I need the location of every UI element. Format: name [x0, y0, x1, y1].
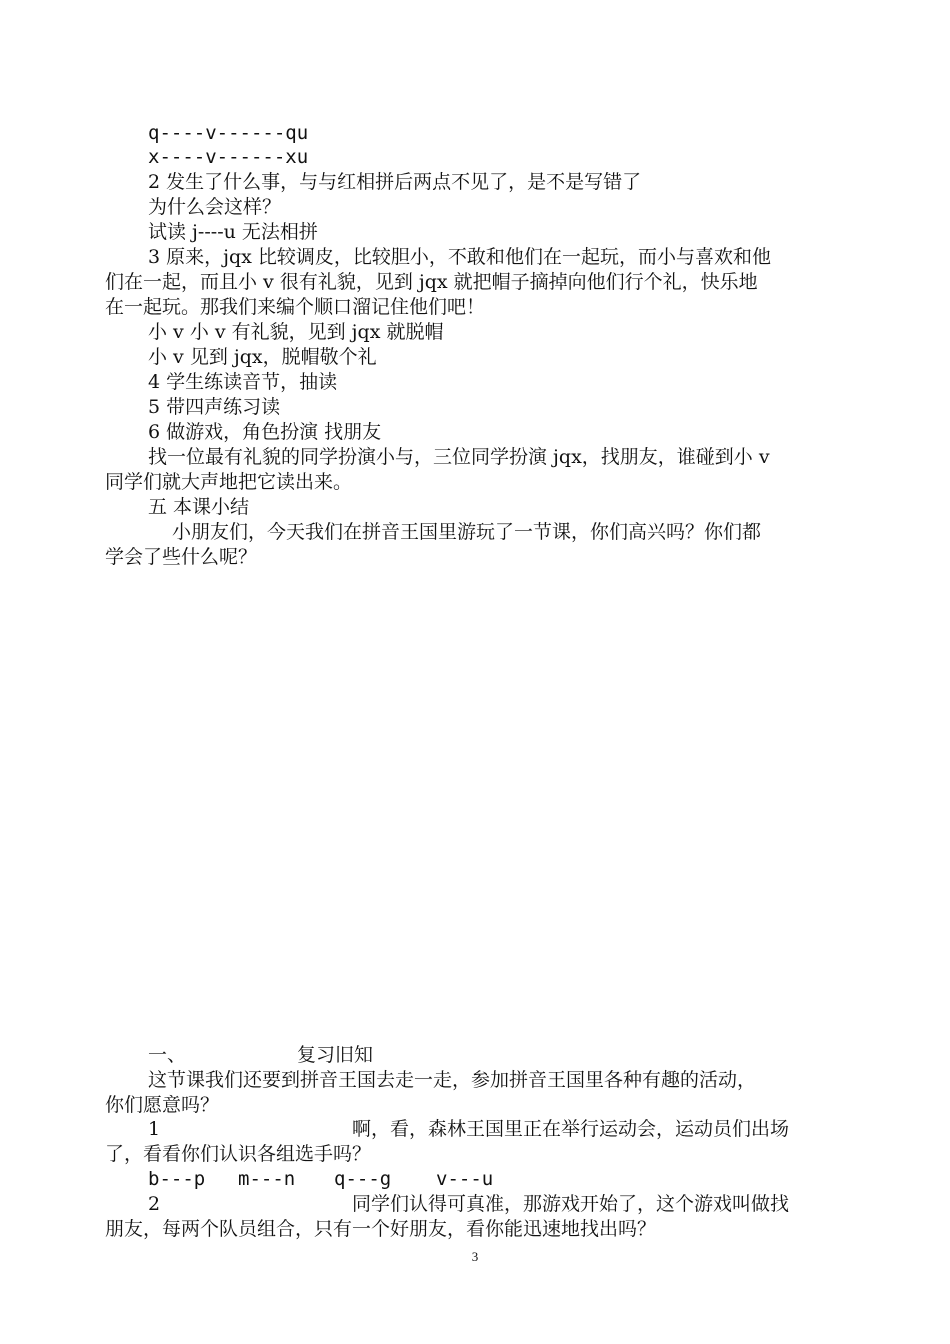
- letter-pair: m---n: [238, 1168, 296, 1190]
- text-line: 这节课我们还要到拼音王国去走一走，参加拼音王国里各种有趣的活动，: [148, 1069, 757, 1091]
- text-line: 小 v 小 v 有礼貌，见到 jqx 就脱帽: [148, 321, 444, 343]
- text-line: 学会了些什么呢？: [105, 546, 258, 568]
- text-line: 在一起玩。那我们来编个顺口溜记住他们吧！: [105, 296, 486, 318]
- text-line: 3 原来，jqx 比较调皮，比较胆小，不敢和他们在一起玩，而小与喜欢和他: [148, 246, 771, 268]
- text-line: 们在一起，而且小 v 很有礼貌，见到 jqx 就把帽子摘掉向他们行个礼，快乐地: [105, 271, 758, 293]
- text-line: 你们愿意吗？: [105, 1094, 220, 1116]
- section-heading: 五 本课小结: [148, 496, 250, 518]
- list-number: 2: [148, 1193, 161, 1215]
- text-line: 5 带四声练习读: [148, 396, 281, 418]
- letter-pair: q---g: [334, 1168, 392, 1190]
- letter-pair: v---u: [436, 1168, 494, 1190]
- text-line: 试读 j----u 无法相拼: [148, 221, 318, 243]
- text-line: 6 做游戏，角色扮演 找朋友: [148, 421, 382, 443]
- text-line: 2 发生了什么事，与与红相拼后两点不见了，是不是写错了: [148, 171, 642, 193]
- text-line: q----v------qu: [148, 122, 309, 144]
- text-line: 找一位最有礼貌的同学扮演小与，三位同学扮演 jqx，找朋友，谁碰到小 v: [148, 446, 770, 468]
- text-line: 小 v 见到 jqx，脱帽敬个礼: [148, 346, 377, 368]
- text-line: 4 学生练读音节，抽读: [148, 371, 338, 393]
- text-line: 了，看看你们认识各组选手吗？: [105, 1143, 372, 1165]
- list-number: 1: [148, 1118, 161, 1140]
- text-line: 同学们认得可真准，那游戏开始了，这个游戏叫做找: [352, 1193, 790, 1215]
- text-line: 朋友，每两个队员组合，只有一个好朋友，看你能迅速地找出吗？: [105, 1218, 657, 1240]
- section-heading: 复习旧知: [297, 1044, 374, 1066]
- text-line: 啊，看，森林王国里正在举行运动会，运动员们出场: [352, 1118, 790, 1140]
- text-line: 小朋友们，今天我们在拼音王国里游玩了一节课，你们高兴吗？你们都: [172, 521, 762, 543]
- text-line: 为什么会这样？: [148, 196, 282, 218]
- page-number: 3: [471, 1249, 479, 1264]
- letter-pair: b---p: [148, 1168, 206, 1190]
- text-line: x----v------xu: [148, 146, 309, 168]
- text-line: 同学们就大声地把它读出来。: [105, 471, 353, 493]
- heading-number: 一、: [148, 1044, 187, 1066]
